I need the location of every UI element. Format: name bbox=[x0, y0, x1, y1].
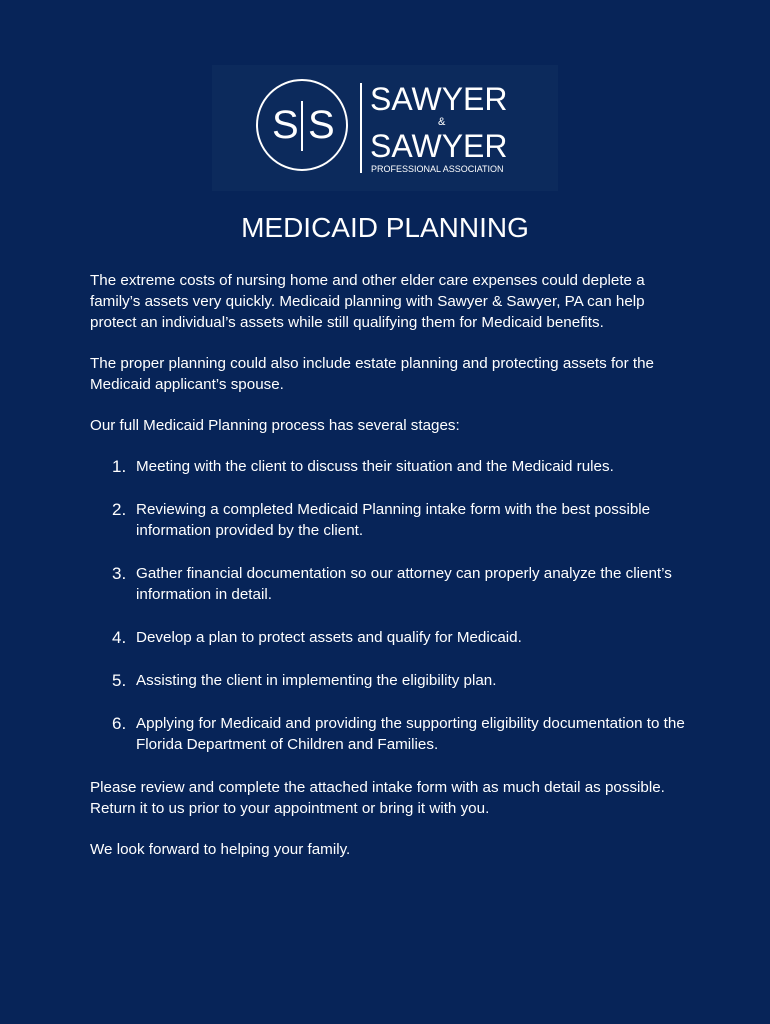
page-title: MEDICAID PLANNING bbox=[241, 212, 529, 243]
stage-number: 3. bbox=[112, 564, 127, 583]
closing-paragraph-1: Please review and complete the attached intake form with as much detail as possible. Return it to us prior to your appointment or bring it with you. bbox=[90, 779, 665, 817]
intro-paragraph-3: Our full Medicaid Planning process has several stages: bbox=[90, 417, 460, 434]
logo-monogram-circle bbox=[256, 79, 348, 171]
logo-name-line1: SAWYER bbox=[370, 81, 508, 117]
stage-text: Gather financial documentation so our attorney can properly analyze the client’s information in detail. bbox=[136, 565, 672, 603]
logo-tagline: PROFESSIONAL ASSOCIATION bbox=[371, 164, 504, 174]
logo-initial-left: S bbox=[272, 103, 299, 147]
stage-item-6 bbox=[90, 713, 690, 755]
logo-monogram-divider bbox=[301, 101, 303, 151]
stage-number: 6. bbox=[112, 714, 127, 733]
document-body bbox=[90, 270, 690, 880]
logo-ampersand: & bbox=[438, 116, 446, 128]
stage-text: Assisting the client in implementing the eligibility plan. bbox=[136, 672, 497, 689]
stage-number: 1. bbox=[112, 457, 127, 476]
intro-paragraph-1: The extreme costs of nursing home and other elder care expenses could deplete a family’s assets very quickly. Medicaid planning with Sawyer & Sawyer, PA can help protect an individual’s assets while still qualifying them for Medicaid benefits. bbox=[90, 272, 645, 331]
company-logo bbox=[212, 65, 558, 191]
stage-number: 5. bbox=[112, 671, 127, 690]
stage-text: Meeting with the client to discuss their situation and the Medicaid rules. bbox=[136, 458, 614, 475]
stage-text: Develop a plan to protect assets and qualify for Medicaid. bbox=[136, 629, 522, 646]
stage-item-2 bbox=[90, 499, 690, 541]
stage-list bbox=[90, 456, 690, 755]
stage-text: Reviewing a completed Medicaid Planning intake form with the best possible information provided by the client. bbox=[136, 501, 651, 539]
stage-item-5 bbox=[90, 670, 690, 691]
stage-item-3 bbox=[90, 563, 690, 605]
logo-initial-right: S bbox=[308, 103, 335, 147]
stage-text: Applying for Medicaid and providing the supporting eligibility documentation to the Florida Department of Children and Families. bbox=[136, 715, 685, 753]
stage-item-4 bbox=[90, 627, 690, 648]
closing-paragraph-2: We look forward to helping your family. bbox=[90, 841, 351, 858]
stage-number: 2. bbox=[112, 500, 127, 519]
stage-item-1 bbox=[90, 456, 690, 477]
logo-vertical-rule bbox=[360, 83, 362, 173]
intro-paragraph-2: The proper planning could also include estate planning and protecting assets for the Medicaid applicant’s spouse. bbox=[90, 355, 654, 393]
stage-number: 4. bbox=[112, 628, 127, 647]
logo-name-line2: SAWYER bbox=[370, 128, 508, 164]
